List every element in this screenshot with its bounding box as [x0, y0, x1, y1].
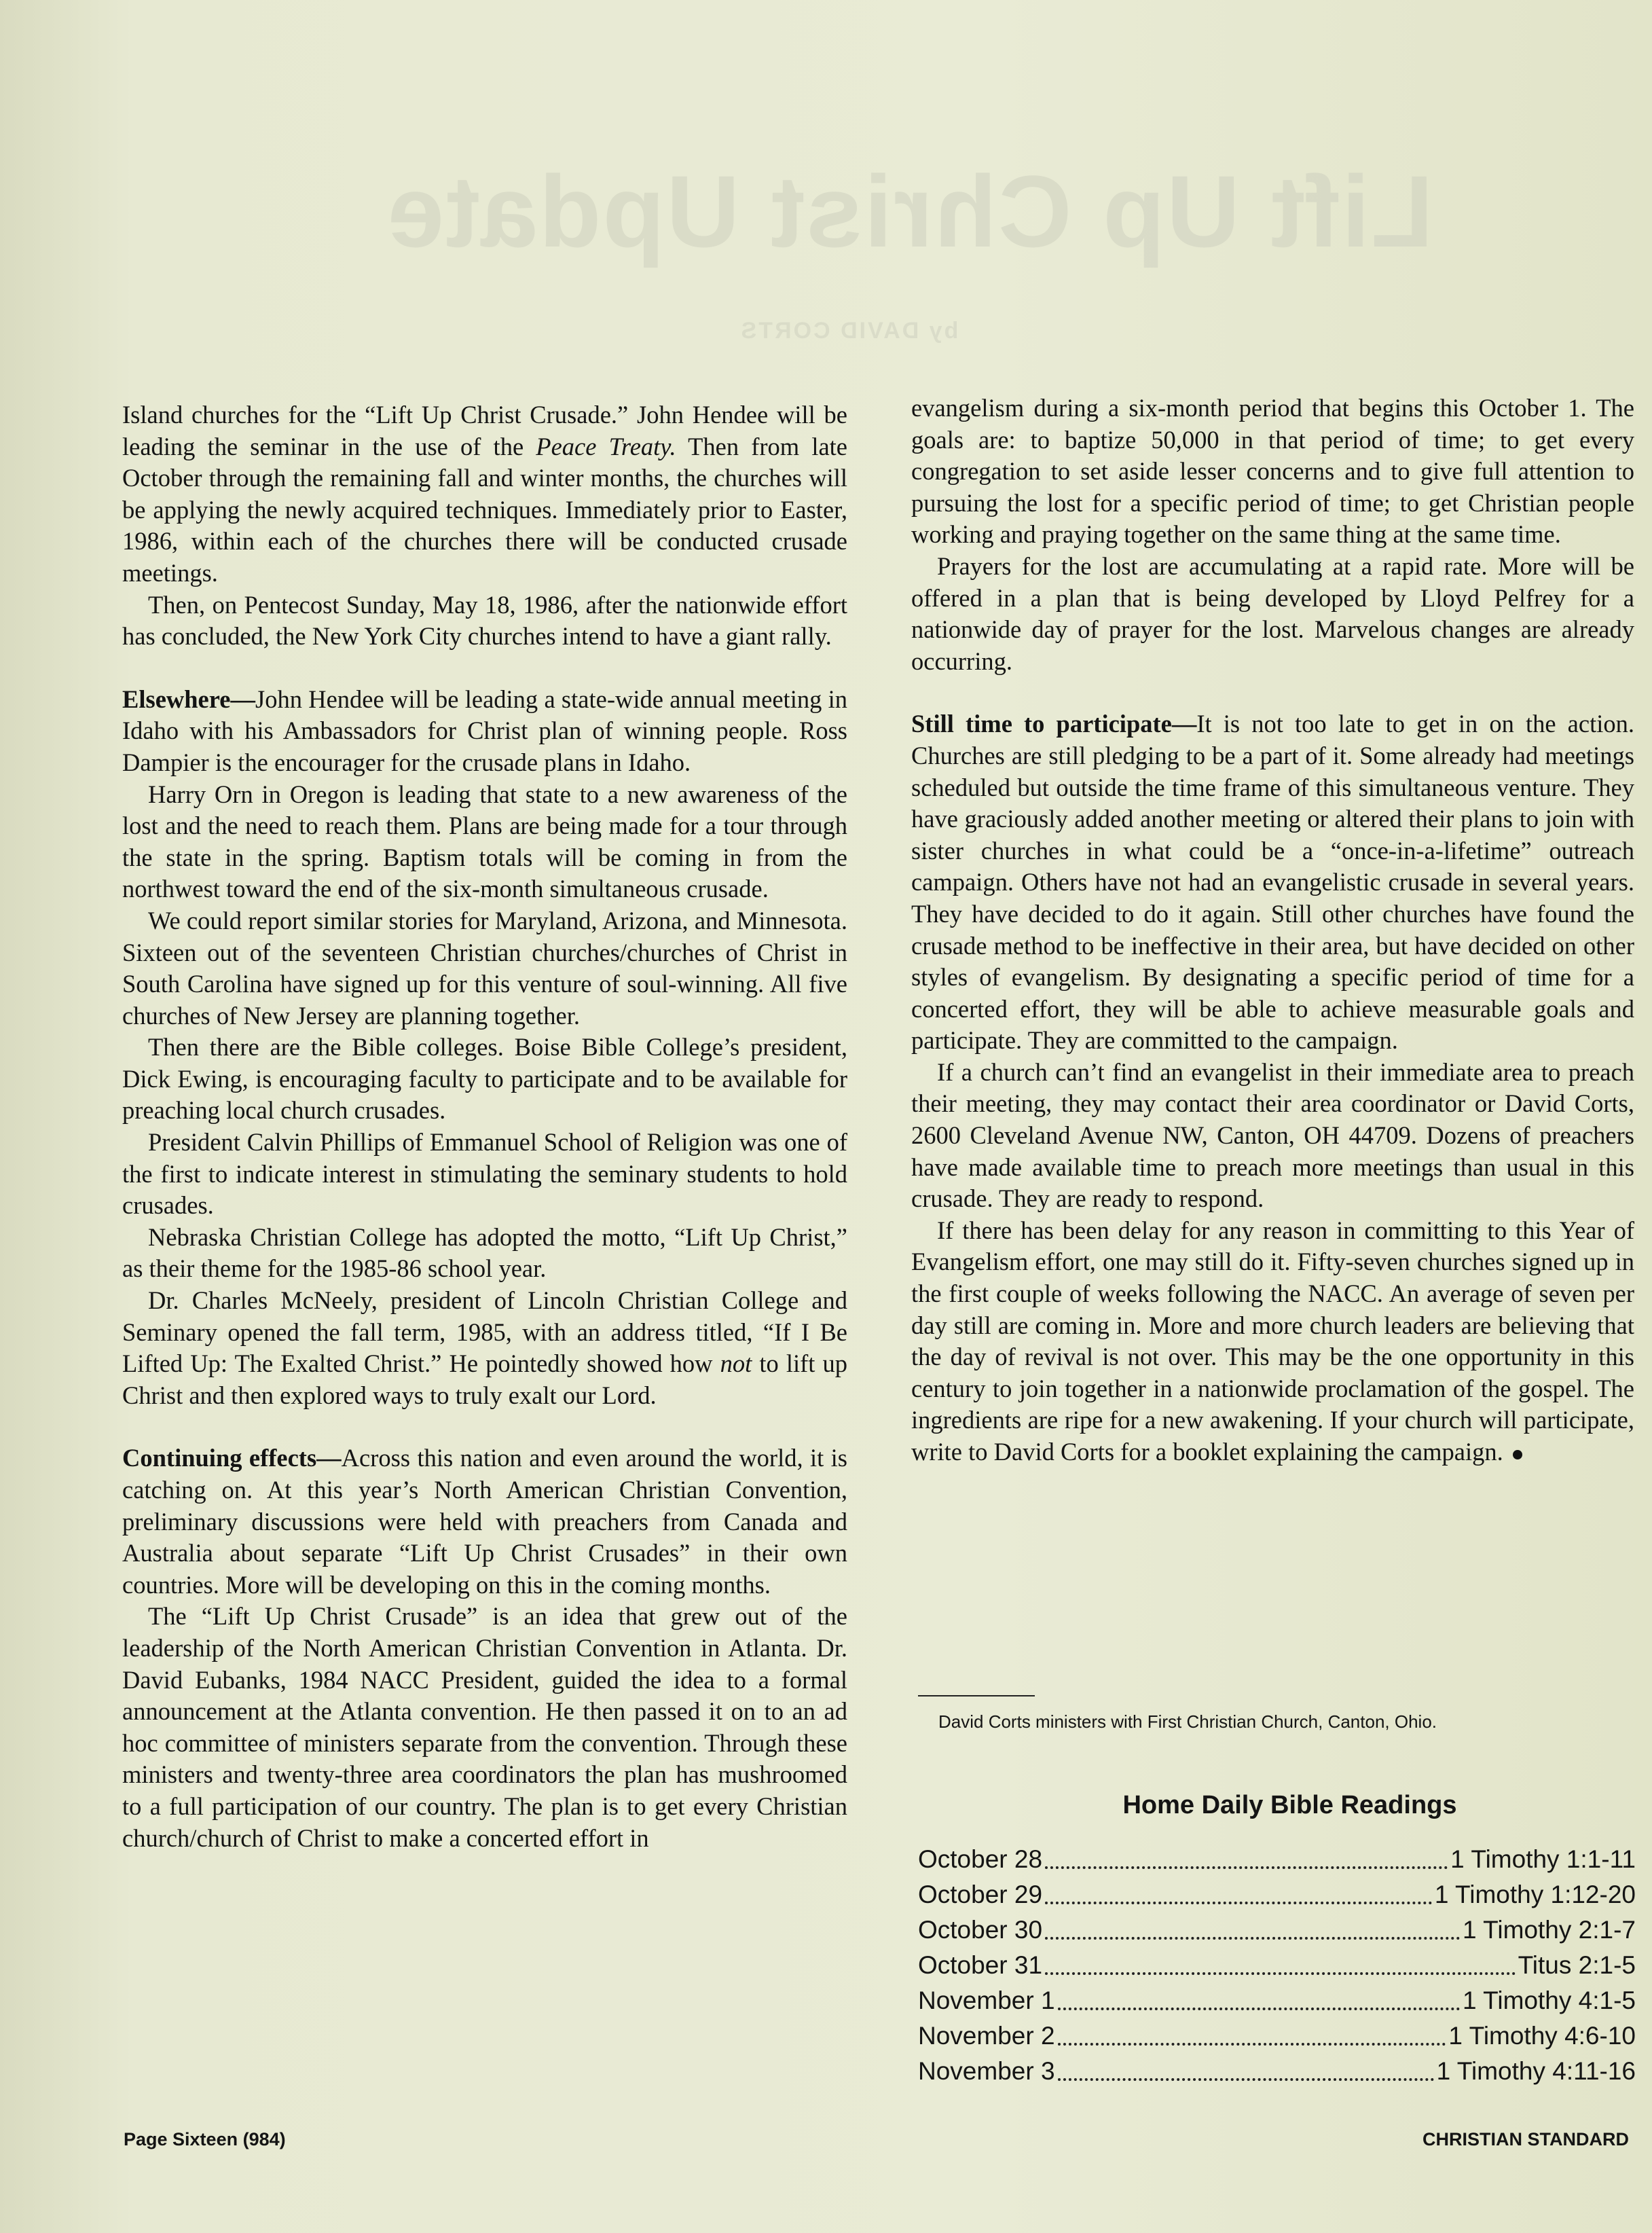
show-through-byline: by DAVID CORTS: [739, 318, 959, 344]
section-heading: Still time to participate—: [911, 710, 1197, 738]
section-heading: Elsewhere—: [122, 685, 255, 713]
reading-date: November 3: [918, 2057, 1055, 2085]
reading-row: [918, 1842, 1636, 1877]
reading-reference: 1 Timothy 4:6-10: [1448, 2022, 1636, 2050]
reading-date: October 29: [918, 1881, 1043, 1908]
paragraph-text: to lift up Christ and then explored ways to truly exalt our Lord.: [122, 1349, 847, 1409]
reading-reference: 1 Timothy 1:12-20: [1434, 1881, 1636, 1908]
reading-date: October 30: [918, 1916, 1043, 1944]
paragraph: [911, 1215, 1634, 1468]
section-paragraph: [122, 684, 847, 779]
paragraph-text: John Hendee will be leading a state-wide annual meeting in Idaho with his Ambassadors for Christ plan of winning people. Ross Dampier is the encourager for the crusade plans in Idaho.: [122, 685, 847, 776]
publication-name: CHRISTIAN STANDARD: [1422, 2129, 1629, 2149]
dot-leader: [1045, 1972, 1516, 1975]
reading-date: October 31: [918, 1951, 1043, 1979]
paragraph: The “Lift Up Christ Crusade” is an idea that grew out of the leadership of the North American Christian Convention in Atlanta. Dr. David Eubanks, 1984 NACC President, guided the idea to a formal announcement at the Atlanta convention. He then passed it on to an ad hoc committee of ministers separate from the convention. Through these ministers and twenty-three area coordinators the plan has mushroomed to a full participation of our country. The plan is to get every Christian church/church of Christ to make a concerted effort in: [122, 1602, 847, 1852]
readings-title: Home Daily Bible Readings: [1122, 1791, 1457, 1819]
dot-leader: [1058, 2008, 1460, 2010]
reading-reference: 1 Timothy 4:11-16: [1436, 2057, 1636, 2085]
right-column: [911, 393, 1634, 1468]
reading-row: [918, 1948, 1636, 1983]
author-note-rule: [918, 1695, 1035, 1696]
paragraph-text: It is not too late to get in on the action. Churches are still pledging to be a part of it. Some already had meetings scheduled but outside the time frame of this simultaneous venture. They have graciously added another meeting or altered their plans to join with sister churches in what could be a “once-in-a-lifetime” outreach campaign. Others have not had an evangelistic crusade in several years. They have decided to do it again. Still other churches have found the crusade method to be ineffective in their area, but have decided on other styles of evangelism. By designating a specific period of time for a concerted effort, they will be able to achieve measurable goals and participate. They are committed to the campaign.: [911, 710, 1634, 1055]
reading-date: November 1: [918, 1986, 1055, 2014]
paragraph: Nebraska Christian College has adopted the motto, “Lift Up Christ,” as their theme for the 1985-86 school year.: [122, 1222, 847, 1283]
paragraph: [122, 1285, 847, 1411]
italic-title: Peace Treaty.: [536, 432, 676, 460]
section-paragraph: [911, 708, 1634, 1057]
reading-date: November 2: [918, 2022, 1055, 2050]
paragraph-text: Island churches for the “Lift Up Christ Crusade.” John Hendee will be leading the seminar in the use of the: [122, 401, 847, 460]
reading-reference: 1 Timothy 4:1-5: [1462, 1986, 1636, 2014]
reading-reference: Titus 2:1-5: [1518, 1951, 1636, 1979]
paragraph: We could report similar stories for Maryland, Arizona, and Minnesota. Sixteen out of the seventeen Christian churches/churches of Christ in South Carolina have signed up for this venture of soul-winning. All five churches of New Jersey are planning together.: [122, 906, 847, 1030]
reading-row: [918, 2018, 1636, 2054]
left-column: [122, 399, 847, 1854]
reading-row: [918, 1877, 1636, 1912]
reading-reference: 1 Timothy 2:1-7: [1462, 1916, 1636, 1944]
readings-list: [918, 1842, 1636, 2089]
dot-leader: [1045, 1937, 1460, 1940]
paragraph: Harry Orn in Oregon is leading that state to a new awareness of the lost and the need to reach them. Plans are being made for a tour through the state in the spring. Baptism totals will be coming in from the northwest toward the end of the six-month simultaneous crusade.: [122, 780, 847, 903]
dot-leader: [1058, 2043, 1446, 2046]
reading-reference: 1 Timothy 1:1-11: [1450, 1845, 1636, 1873]
paragraph: Prayers for the lost are accumulating at a rapid rate. More will be offered in a plan that is being developed by Lloyd Pelfrey for a nationwide day of prayer for the lost. Marvelous changes are already occurring.: [911, 551, 1634, 675]
section-heading: Continuing effects—: [122, 1444, 342, 1472]
paragraph: Then there are the Bible colleges. Boise Bible College’s president, Dick Ewing, is encouraging faculty to participate and to be available for preaching local church crusades.: [122, 1033, 847, 1125]
reading-row: [918, 1983, 1636, 2018]
paragraph-text: Dr. Charles McNeely, president of Lincoln Christian College and Seminary opened the fall term, 1985, with an address titled, “If I Be Lifted Up: The Exalted Christ.” He pointedly showed how: [122, 1286, 847, 1378]
author-note: David Corts ministers with First Christian Church, Canton, Ohio.: [938, 1711, 1437, 1732]
dot-leader: [1058, 2078, 1434, 2081]
section-paragraph: [122, 1442, 847, 1601]
paragraph: President Calvin Phillips of Emmanuel School of Religion was one of the first to indicate interest in stimulating the seminary students to hold crusades.: [122, 1128, 847, 1220]
paragraph-text: Across this nation and even around the world, it is catching on. At this year’s North American Christian Convention, preliminary discussions were held with preachers from Canada and Australia about separate “Lift Up Christ Crusades” in their own countries. More will be developing on this in the coming months.: [122, 1444, 848, 1599]
dot-leader: [1045, 1902, 1432, 1904]
reading-row: [918, 2054, 1636, 2089]
paragraph: Then, on Pentecost Sunday, May 18, 1986, after the nationwide effort has concluded, the New York City churches intend to have a giant rally.: [122, 590, 847, 651]
reading-date: October 28: [918, 1845, 1043, 1873]
paragraph: [122, 399, 847, 589]
end-of-article-mark: [1513, 1450, 1522, 1459]
paragraph: evangelism during a six-month period that begins this October 1. The goals are: to baptize 50,000 in that period of time; to get every congregation to set aside lesser concerns and to give full attention to pursuing the lost for a specific period of time; to get Christian people working and praying together on the same thing at the same time.: [911, 394, 1634, 549]
paragraph-text: Then from late October through the remaining fall and winter months, the churches will be applying the newly acquired techniques. Immediately prior to Easter, 1986, within each of the churches there will be conducted crusade meetings.: [122, 432, 848, 587]
paragraph-text: If there has been delay for any reason in committing to this Year of Evangelism effort, one may still do it. Fifty-seven churches signed up in the first couple of weeks following the NACC. An average of seven per day still are coming in. More and more church leaders are believing that the day of revival is not over. This may be the one opportunity in this century to join together in a nationwide proclamation of the gospel. The ingredients are ripe for a new awakening. If your church will participate, write to David Corts for a booklet explaining the campaign.: [911, 1216, 1634, 1466]
page-number: Page Sixteen (984): [124, 2129, 286, 2149]
italic-word: not: [720, 1349, 752, 1378]
reading-row: [918, 1912, 1636, 1948]
show-through-title: Lift Up Christ Update: [386, 154, 1433, 268]
dot-leader: [1045, 1866, 1448, 1869]
paragraph: If a church can’t find an evangelist in their immediate area to preach their meeting, they may contact their area coordinator or David Corts, 2600 Cleveland Avenue NW, Canton, OH 44709. Dozens of preachers have made available time to preach more meetings than usual in this crusade. They are ready to respond.: [911, 1057, 1634, 1213]
